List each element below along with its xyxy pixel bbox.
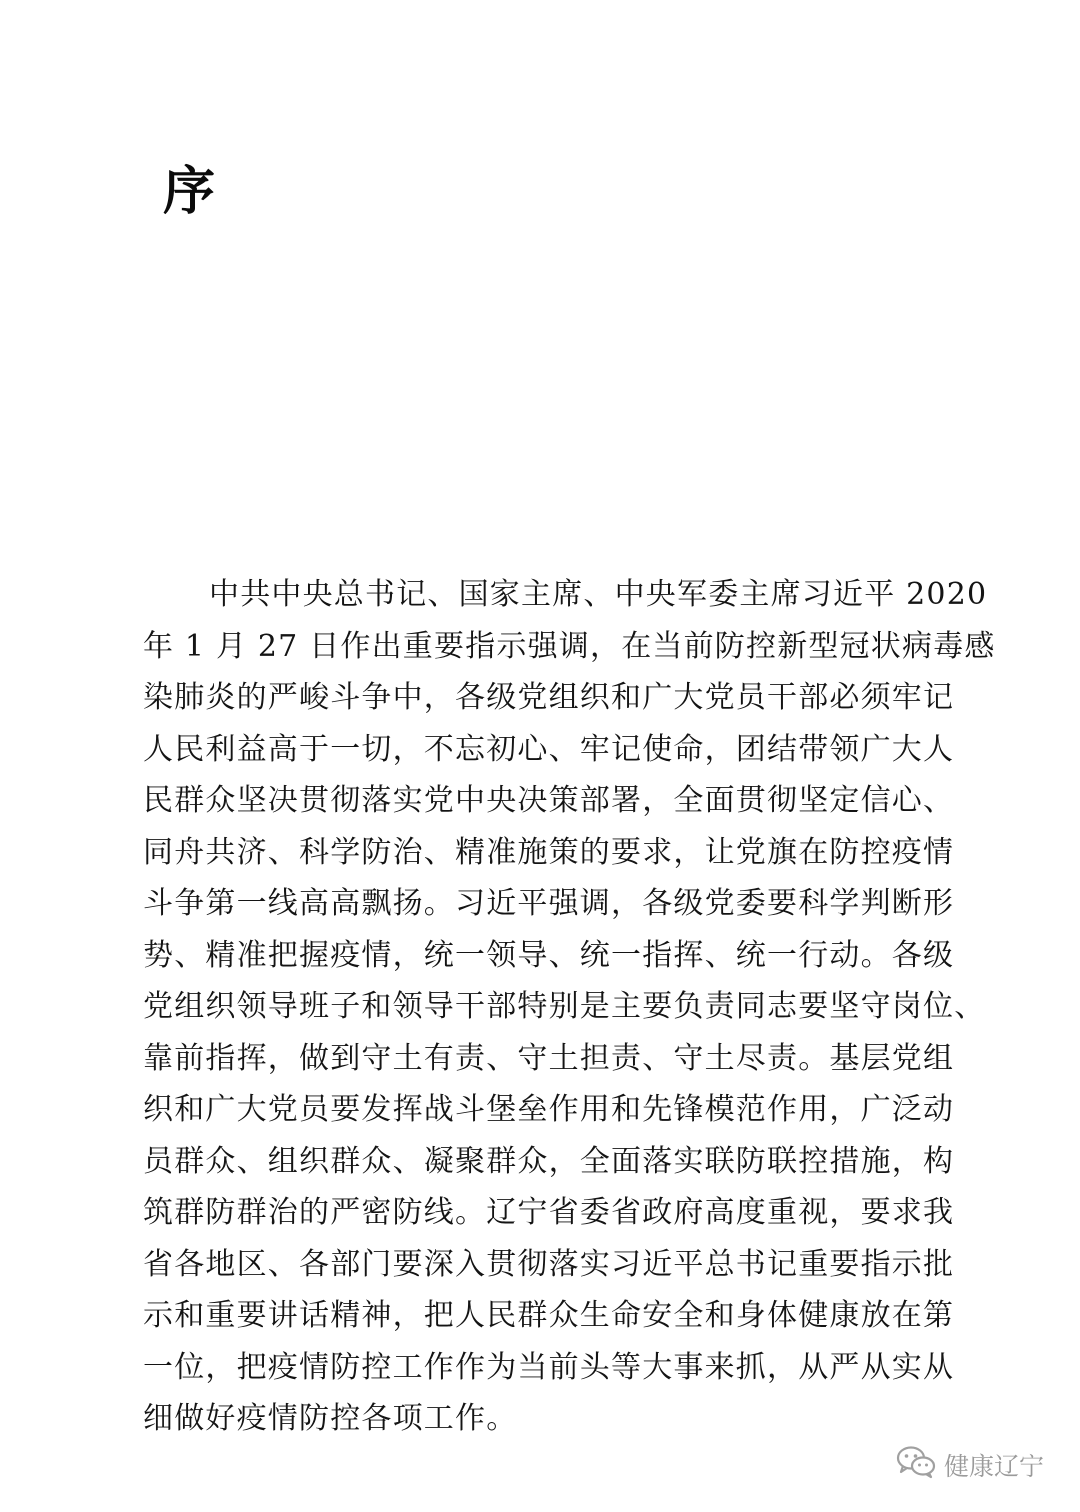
page-title: 序: [163, 162, 216, 222]
watermark-text: 健康辽宁: [943, 1452, 1044, 1481]
paragraph-line: 染肺炎的严峻斗争中，各级党组织和广大党员干部必须牢记: [143, 680, 955, 715]
paragraph-line: 斗争第一线高高飘扬。习近平强调，各级党委要科学判断形: [143, 886, 955, 921]
paragraph-line: 年 1 月 27 日作出重要指示强调，在当前防控新型冠状病毒感: [143, 628, 996, 664]
paragraph-line: 民群众坚决贯彻落实党中央决策部署，全面贯彻坚定信心、: [143, 783, 955, 818]
paragraph-line: 中共中央总书记、国家主席、中央军委主席习近平 2020: [209, 577, 988, 612]
watermark: [896, 1445, 1044, 1485]
paragraph-line: 党组织领导班子和领导干部特别是主要负责同志要坚守岗位、: [143, 989, 986, 1024]
paragraph-line: 同舟共济、科学防治、精准施策的要求，让党旗在防控疫情: [143, 834, 955, 870]
wechat-icon: [896, 1445, 936, 1485]
paragraph-line: 势、精准把握疫情，统一领导、统一指挥、统一行动。各级: [143, 937, 955, 973]
paragraph-line: 织和广大党员要发挥战斗堡垒作用和先锋模范作用，广泛动: [143, 1092, 955, 1127]
paragraph-line: 细做好疫情防控各项工作。: [143, 1401, 518, 1436]
paragraph-line: 员群众、组织群众、凝聚群众，全面落实联防联控措施，构: [143, 1143, 955, 1179]
preface-paragraph: [143, 569, 996, 1445]
paragraph-line: 省各地区、各部门要深入贯彻落实习近平总书记重要指示批: [143, 1246, 955, 1282]
paragraph-line: 一位，把疫情防控工作作为当前头等大事来抓，从严从实从: [143, 1349, 955, 1385]
paragraph-line: 筑群防群治的严密防线。辽宁省委省政府高度重视，要求我: [143, 1195, 955, 1230]
paragraph-line: 示和重要讲话精神，把人民群众生命安全和身体健康放在第: [143, 1298, 955, 1333]
paragraph-line: 人民利益高于一切，不忘初心、牢记使命，团结带领广大人: [143, 731, 955, 767]
paragraph-line: 靠前指挥，做到守土有责、守土担责、守土尽责。基层党组: [143, 1040, 955, 1076]
